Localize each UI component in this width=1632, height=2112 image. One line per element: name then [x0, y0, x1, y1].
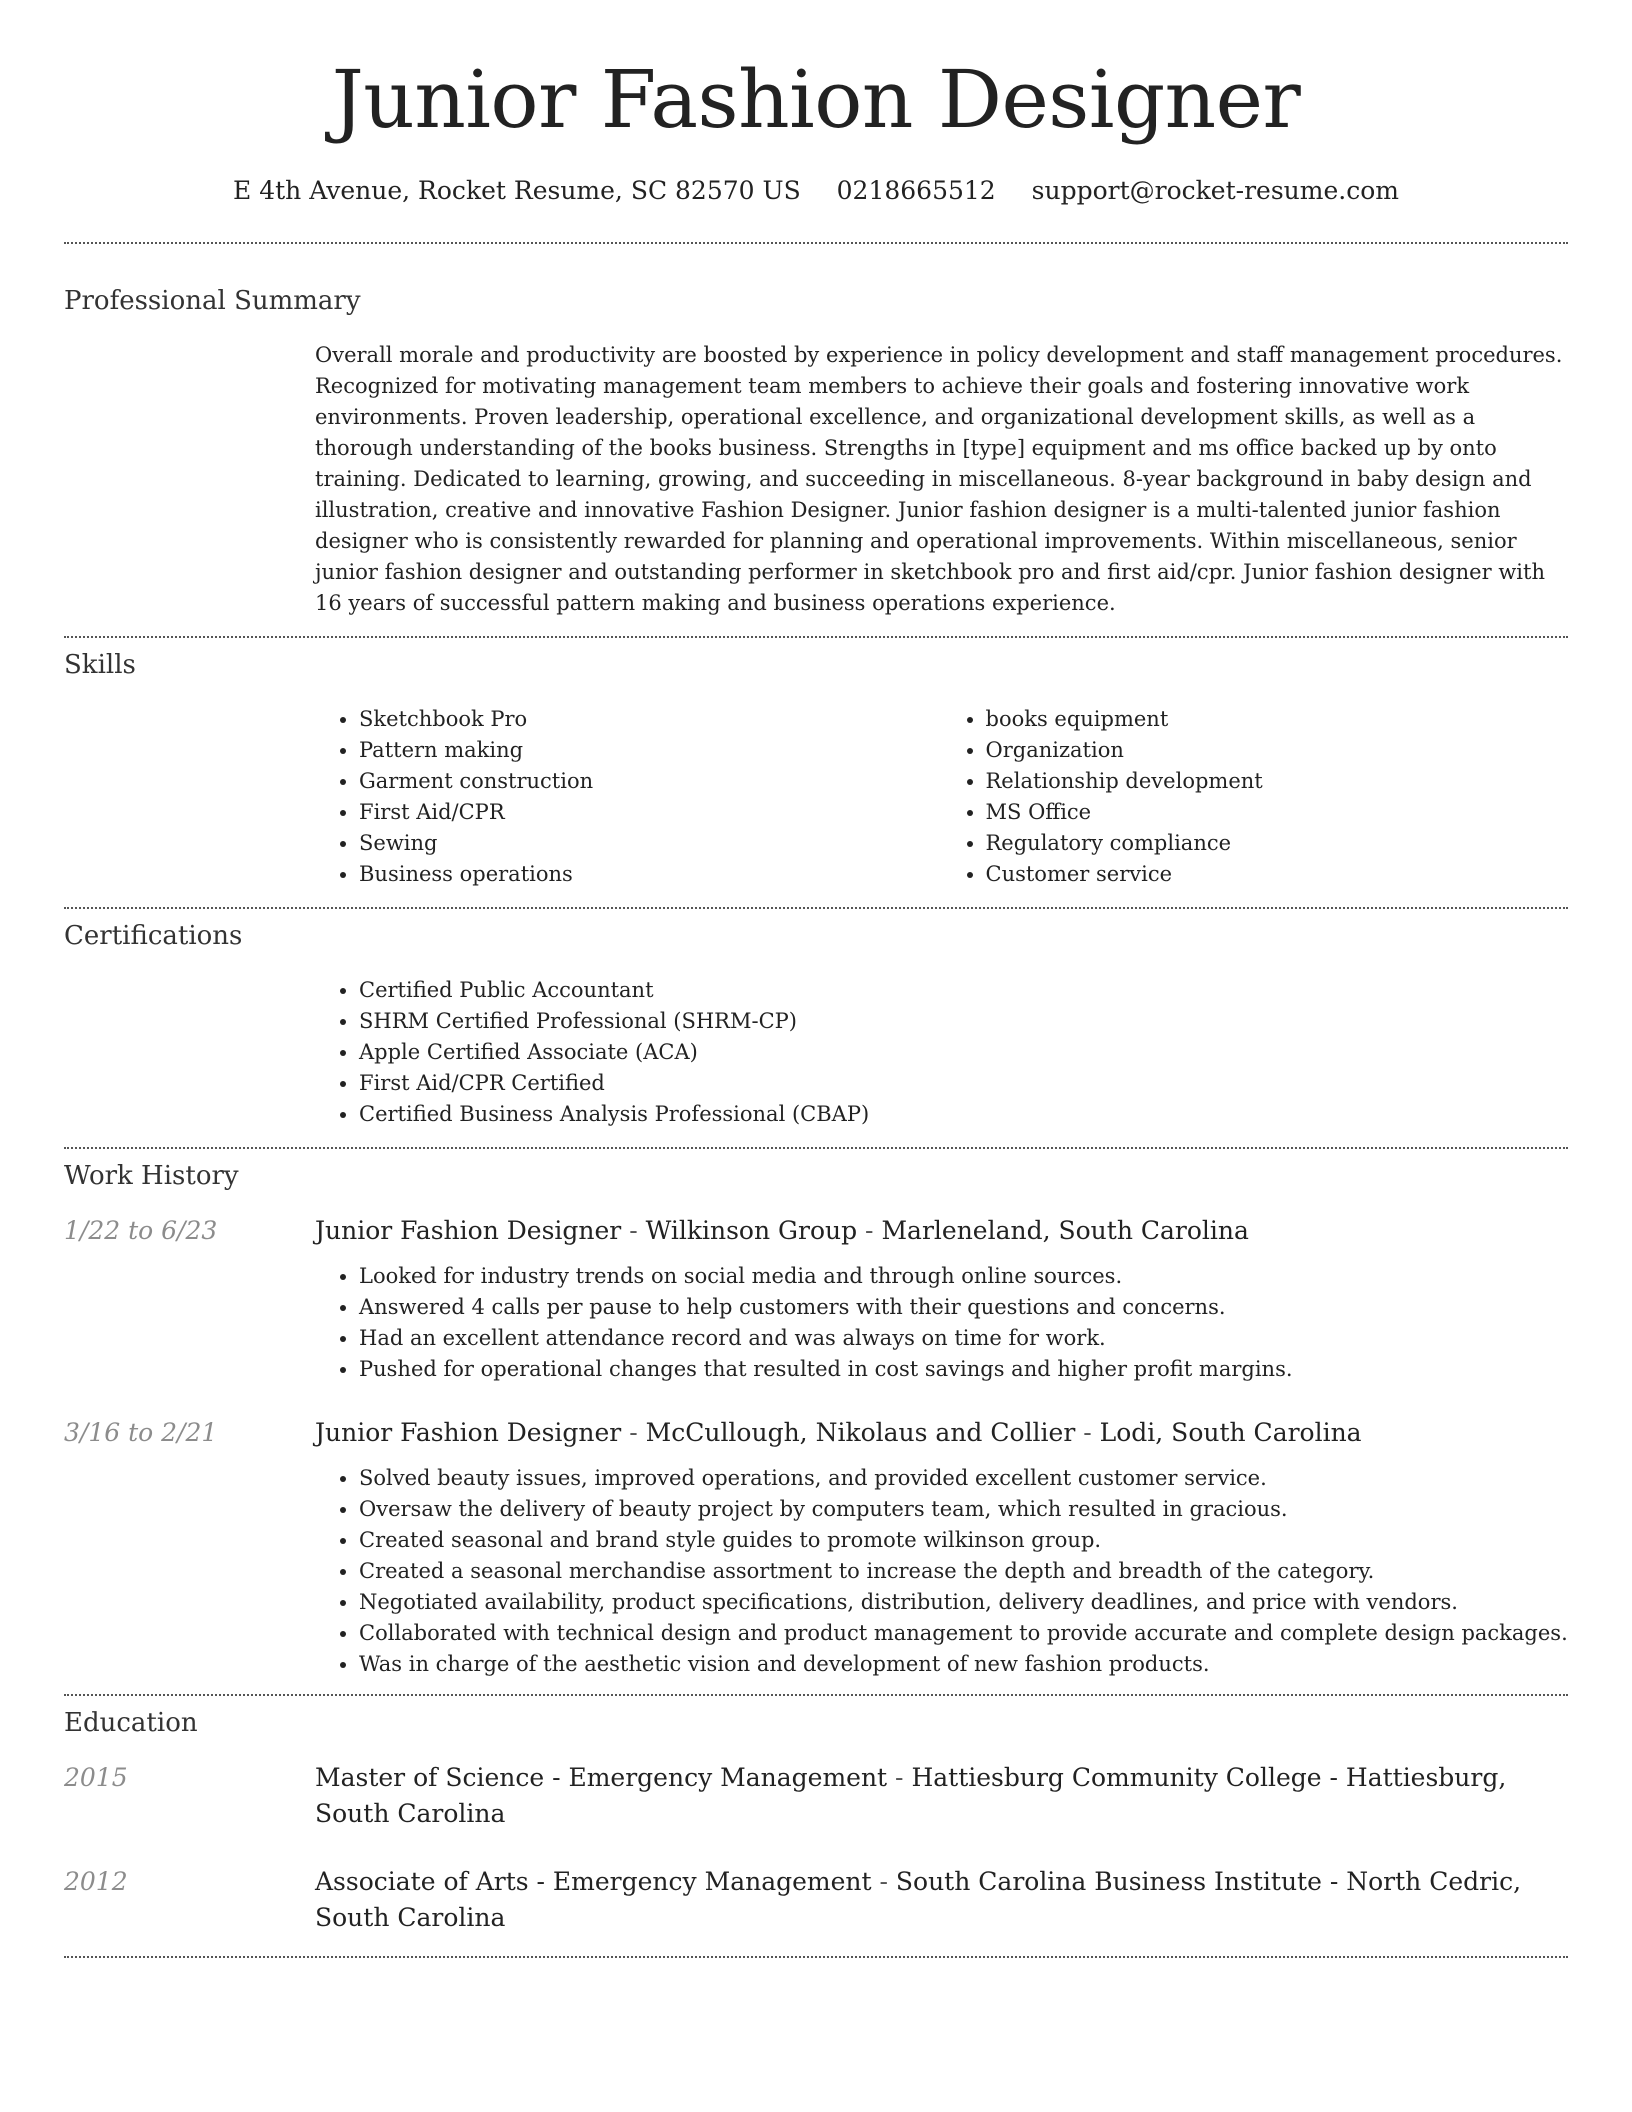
job-heading: [315, 1213, 1568, 1249]
job-location: Lodi, South Carolina: [1099, 1418, 1362, 1447]
job-bullet: • Looked for industry trends on social media and through online sources.: [359, 1261, 1568, 1292]
skill-item: • Customer service: [986, 859, 1569, 890]
job-body: [315, 1213, 1568, 1385]
skill-item: • Sewing: [359, 828, 942, 859]
job-bullets: [315, 1463, 1568, 1680]
job-entry: [64, 1415, 1568, 1680]
work-history-section: [64, 1149, 1568, 1680]
skill-item: • Organization: [986, 735, 1569, 766]
skills-grid: [315, 704, 1568, 890]
education-degree: Master of Science - Emergency Management: [315, 1763, 888, 1792]
job-bullet: • Was in charge of the aesthetic vision and development of new fashion products.: [359, 1649, 1568, 1680]
job-bullet: • Pushed for operational changes that resulted in cost savings and higher profit margins.: [359, 1354, 1568, 1385]
job-bullet: • Solved beauty issues, improved operations, and provided excellent customer service.: [359, 1463, 1568, 1494]
education-school: South Carolina Business Institute - North Cedric, South Carolina: [315, 1867, 1522, 1932]
contact-line: [64, 174, 1568, 208]
certifications-content: [315, 975, 1568, 1130]
education-school: Hattiesburg Community College - Hattiesburg, South Carolina: [315, 1763, 1507, 1828]
job-location: Marleneland, South Carolina: [881, 1216, 1249, 1245]
skills-list-right: [942, 704, 1569, 890]
skill-item: • Regulatory compliance: [986, 828, 1569, 859]
job-position: Junior Fashion Designer: [315, 1216, 622, 1245]
job-separator: -: [1075, 1418, 1100, 1447]
skills-section: [64, 638, 1568, 890]
job-bullets: [315, 1261, 1568, 1385]
divider: [64, 1956, 1568, 1958]
section-title-work-history: Work History: [64, 1161, 239, 1191]
section-title-skills: Skills: [64, 650, 136, 680]
education-section: [64, 1696, 1568, 1936]
skill-item: • Garment construction: [359, 766, 942, 797]
certification-item: • Certified Public Accountant: [359, 975, 1568, 1006]
resume-page: [64, 0, 1568, 1958]
job-separator: -: [621, 1418, 646, 1447]
education-year: 2012: [64, 1867, 128, 1896]
contact-email[interactable]: support@rocket-resume.com: [1031, 176, 1399, 205]
summary-section: [64, 244, 1568, 619]
education-year: 2015: [64, 1763, 128, 1792]
skills-list-left: [315, 704, 942, 890]
job-company: Wilkinson Group: [645, 1216, 858, 1245]
job-position: Junior Fashion Designer: [315, 1418, 622, 1447]
certification-item: • Apple Certified Associate (ACA): [359, 1037, 1568, 1068]
section-title-summary: Professional Summary: [64, 286, 361, 316]
job-bullet: • Collaborated with technical design and product management to provide accurate and complete design packages.: [359, 1618, 1568, 1649]
skill-item: • Pattern making: [359, 735, 942, 766]
skill-item: • Business operations: [359, 859, 942, 890]
contact-address: E 4th Avenue, Rocket Resume, SC 82570 US: [233, 176, 801, 205]
certifications-section: [64, 909, 1568, 1130]
job-bullet: • Had an excellent attendance record and was always on time for work.: [359, 1323, 1568, 1354]
skill-item: • books equipment: [986, 704, 1569, 735]
education-separator: -: [871, 1867, 896, 1896]
job-bullet: • Created seasonal and brand style guides to promote wilkinson group.: [359, 1525, 1568, 1556]
section-title-certifications: Certifications: [64, 921, 243, 951]
skill-item: • Sketchbook Pro: [359, 704, 942, 735]
job-separator: -: [621, 1216, 646, 1245]
job-dates: 3/16 to 2/21: [64, 1418, 218, 1447]
skill-item: • First Aid/CPR: [359, 797, 942, 828]
summary-text: Overall morale and productivity are boosted by experience in policy development and staff management procedures. Recognized for motivating management team members to achieve their goals and fostering innovative work environments. Proven leadership, operational excellence, and organizational development skills, as well as a thorough understanding of the books business. Strengths in [type] equipment and ms office backed up by onto training. Dedicated to learning, growing, and succeeding in miscellaneous. 8-year background in baby design and illustration, creative and innovative Fashion Designer. Junior fashion designer is a multi-talented junior fashion designer who is consistently rewarded for planning and operational improvements. Within miscellaneous, senior junior fashion designer and outstanding performer in sketchbook pro and first aid/cpr. Junior fashion designer with 16 years of successful pattern making and business operations experience.: [315, 343, 1563, 615]
job-bullet: • Answered 4 calls per pause to help customers with their questions and concerns.: [359, 1292, 1568, 1323]
job-bullet: • Negotiated availability, product specifications, distribution, delivery deadlines, and price with vendors.: [359, 1587, 1568, 1618]
resume-name: Junior Fashion Designer: [331, 53, 1301, 146]
certification-item: • SHRM Certified Professional (SHRM-CP): [359, 1006, 1568, 1037]
education-entry: [64, 1760, 1568, 1832]
certification-item: • First Aid/CPR Certified: [359, 1068, 1568, 1099]
education-heading: [315, 1760, 1568, 1832]
education-entry: [64, 1864, 1568, 1936]
education-heading: [315, 1864, 1568, 1936]
education-separator: -: [887, 1763, 912, 1792]
job-bullet: • Oversaw the delivery of beauty project by computers team, which resulted in gracious.: [359, 1494, 1568, 1525]
job-heading: [315, 1415, 1568, 1451]
summary-content: [315, 340, 1568, 619]
skill-item: • Relationship development: [986, 766, 1569, 797]
job-dates: 1/22 to 6/23: [64, 1216, 218, 1245]
job-company: McCullough, Nikolaus and Collier: [645, 1418, 1076, 1447]
skill-item: • MS Office: [986, 797, 1569, 828]
job-body: [315, 1415, 1568, 1680]
job-entry: [64, 1213, 1568, 1385]
contact-phone: 0218665512: [836, 176, 996, 205]
job-bullet: • Created a seasonal merchandise assortment to increase the depth and breadth of the category.: [359, 1556, 1568, 1587]
certifications-list: [315, 975, 1568, 1130]
education-degree: Associate of Arts - Emergency Management: [315, 1867, 872, 1896]
job-separator: -: [857, 1216, 882, 1245]
section-title-education: Education: [64, 1708, 198, 1738]
certification-item: • Certified Business Analysis Professional (CBAP): [359, 1099, 1568, 1130]
